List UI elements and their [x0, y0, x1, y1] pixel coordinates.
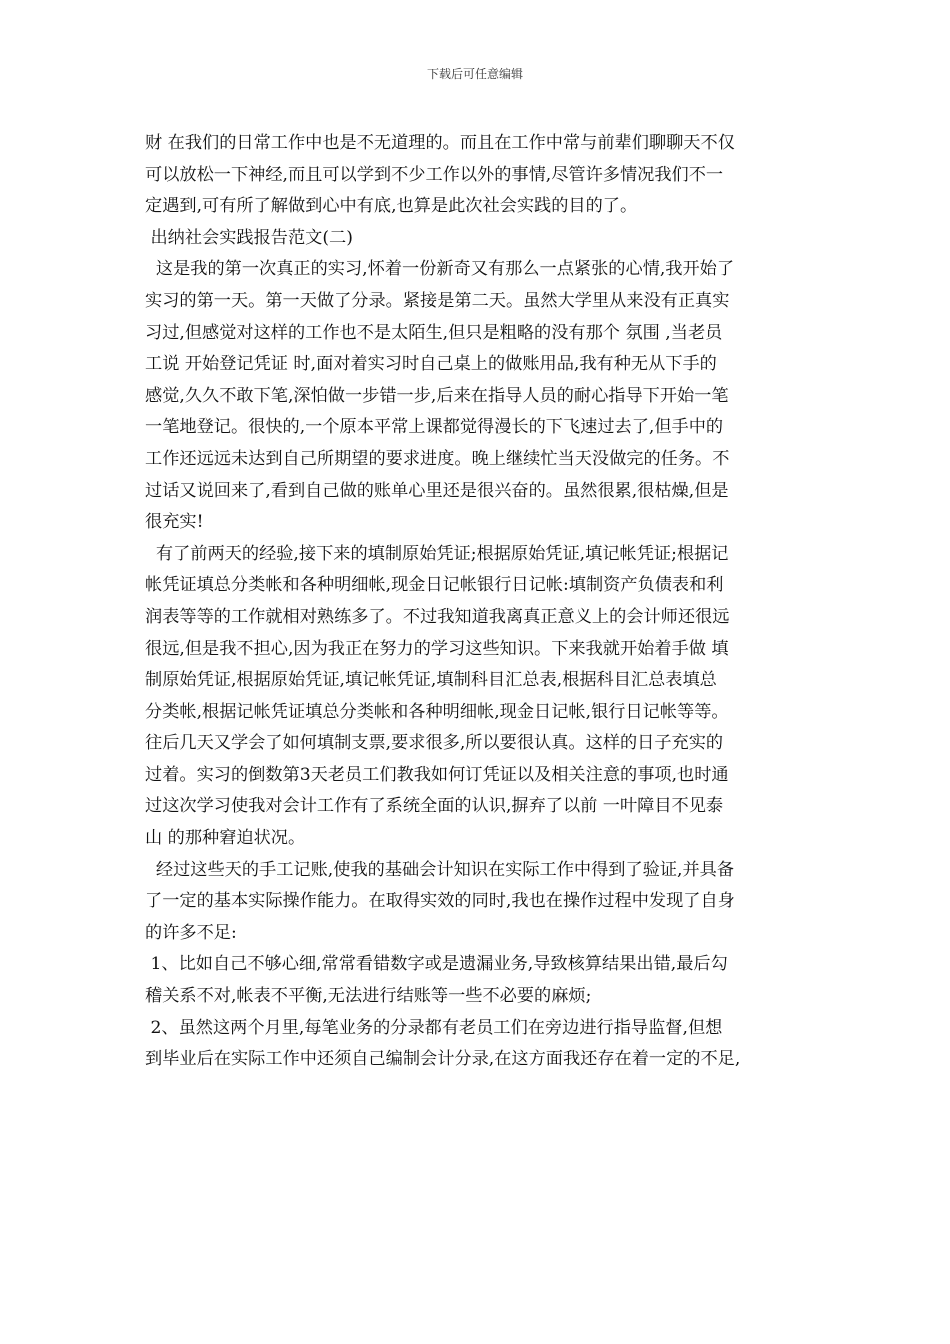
text-line: 感觉,久久不敢下笔,深怕做一步错一步,后来在指导人员的耐心指导下开始一笔	[145, 385, 729, 406]
text-line: 一笔地登记。很快的,一个原本平常上课都觉得漫长的下飞速过去了,但手中的	[145, 417, 724, 438]
text-line: 这是我的第一次真正的实习,怀着一份新奇又有那么一点紧张的心情,我开始了	[145, 259, 735, 280]
text-line: 制原始凭证,根据原始凭证,填记帐凭证,填制科目汇总表,根据科目汇总表填总	[145, 670, 717, 691]
text-line: 了一定的基本实际操作能力。在取得实效的同时,我也在操作过程中发现了自身	[145, 891, 735, 912]
text-line: 有了前两天的经验,接下来的填制原始凭证;根据原始凭证,填记帐凭证;根据记	[145, 543, 729, 564]
text-line: 过着。实习的倒数第3天老员工们教我如何订凭证以及相关注意的事项,也时通	[145, 764, 729, 785]
text-line: 2、虽然这两个月里,每笔业务的分录都有老员工们在旁边进行指导监督,但想	[145, 1017, 723, 1038]
text-line: 1、比如自己不够心细,常常看错数字或是遗漏业务,导致核算结果出错,最后勾	[145, 954, 728, 975]
text-line: 很充实!	[145, 512, 204, 533]
text-line: 过话又说回来了,看到自己做的账单心里还是很兴奋的。虽然很累,很枯燥,但是	[145, 480, 729, 501]
text-line: 工说 开始登记凭证 时,面对着实习时自己桌上的做账用品,我有种无从下手的	[145, 354, 717, 375]
text-line: 定遇到,可有所了解做到心中有底,也算是此次社会实践的目的了。	[145, 196, 638, 217]
text-line: 过这次学习使我对会计工作有了系统全面的认识,摒弃了以前 一叶障目不见泰	[145, 796, 724, 817]
text-line: 山 的那种窘迫状况。	[145, 828, 306, 849]
section-title: 出纳社会实践报告范文(二)	[145, 227, 353, 248]
text-line: 往后几天又学会了如何填制支票,要求很多,所以要很认真。这样的日子充实的	[145, 733, 724, 754]
text-line: 工作还远远未达到自己所期望的要求进度。晚上继续忙当天没做完的任务。不	[145, 448, 730, 469]
page-header: 下载后可任意编辑	[426, 67, 523, 81]
text-line: 帐凭证填总分类帐和各种明细帐,现金日记帐银行日记帐:填制资产负债表和利	[145, 575, 724, 596]
text-line: 很远,但是我不担心,因为我正在努力的学习这些知识。下来我就开始着手做 填	[145, 638, 729, 659]
text-line: 的许多不足:	[145, 922, 237, 943]
text-line: 实习的第一天。第一天做了分录。紧接是第二天。虽然大学里从来没有正真实	[145, 290, 730, 311]
document-body	[145, 128, 815, 1076]
text-line: 分类帐,根据记帐凭证填总分类帐和各种明细帐,现金日记帐,银行日记帐等等。	[145, 701, 729, 722]
text-line: 习过,但感觉对这样的工作也不是太陌生,但只是粗略的没有那个 氛围 ,当老员	[145, 322, 723, 343]
text-line: 润表等等的工作就相对熟练多了。不过我知道我离真正意义上的会计师还很远	[145, 606, 730, 627]
text-line: 稽关系不对,帐表不平衡,无法进行结账等一些不必要的麻烦;	[145, 986, 592, 1007]
text-line: 经过这些天的手工记账,使我的基础会计知识在实际工作中得到了验证,并具备	[145, 859, 735, 880]
text-line: 到毕业后在实际工作中还须自己编制会计分录,在这方面我还存在着一定的不足,	[145, 1049, 741, 1070]
text-line: 财 在我们的日常工作中也是不无道理的。而且在工作中常与前辈们聊聊天不仅	[145, 133, 735, 153]
text-line: 可以放松一下神经,而且可以学到不少工作以外的事情,尽管许多情况我们不一	[145, 164, 724, 185]
